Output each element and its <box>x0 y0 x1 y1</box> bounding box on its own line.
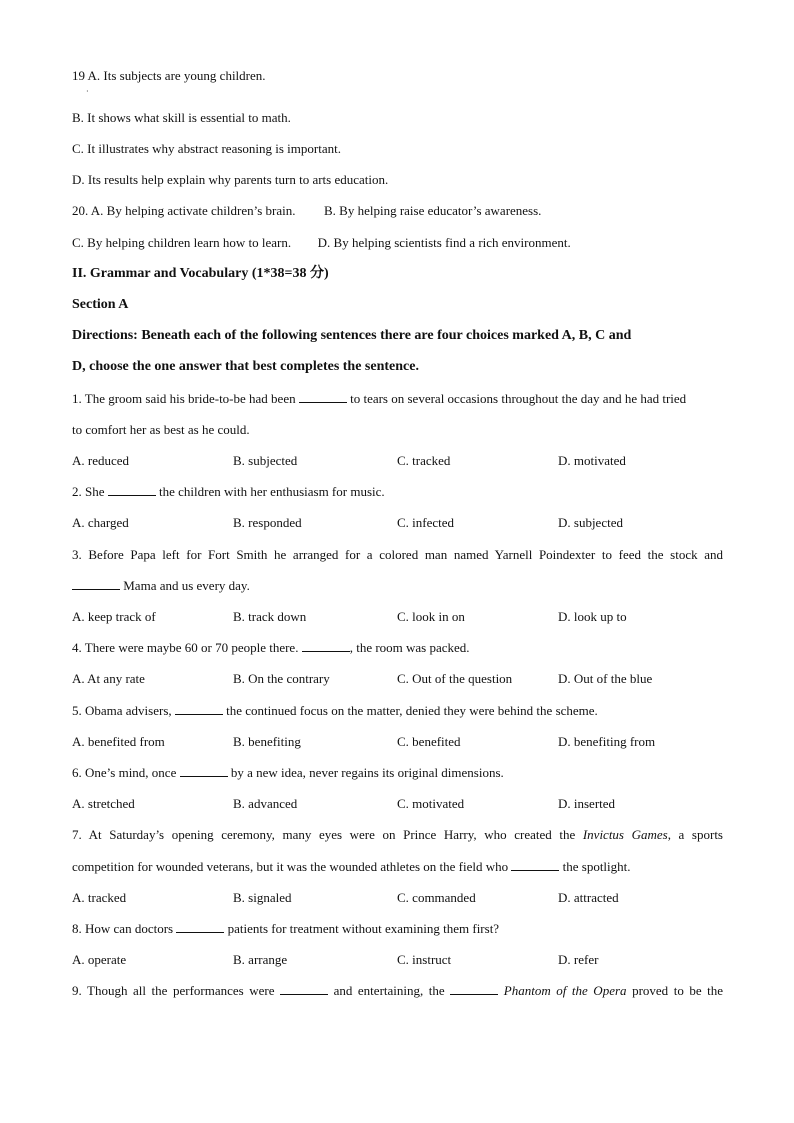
q4-stem <box>72 640 470 656</box>
q8-text-before: 8. How can doctors <box>72 921 174 936</box>
answer-blank <box>175 703 223 715</box>
q20-line-2 <box>72 235 571 251</box>
q8-option-c: C. instruct <box>397 952 452 967</box>
q6-stem <box>72 765 504 781</box>
q4-option-c: C. Out of the question <box>397 671 513 686</box>
q1-option-a: A. reduced <box>72 453 130 468</box>
q7-text-before: 7. At Saturday’s opening ceremony, many eyes were on Prince Harry, who created the <box>72 827 576 842</box>
q20-line-1 <box>72 203 541 219</box>
answer-blank <box>302 640 350 652</box>
q8-text-after: patients for treatment without examining them first? <box>227 921 500 936</box>
q6-option-c: C. motivated <box>397 796 465 811</box>
q19-option-c: C. It illustrates why abstract reasoning is important. <box>72 141 341 156</box>
q7-text-line-1 <box>72 827 723 843</box>
q2-option-d: D. subjected <box>558 515 623 530</box>
q3-option-b: B. track down <box>233 609 307 624</box>
answer-blank <box>176 921 224 933</box>
q5-option-c: C. benefited <box>397 734 461 749</box>
q7-text-after: the spotlight. <box>562 859 631 874</box>
q5-option-d: D. benefiting from <box>558 734 656 749</box>
answer-blank <box>72 578 120 590</box>
directions-line-2: D, choose the one answer that best completes the sentence. <box>72 359 419 374</box>
q19-option-b: B. It shows what skill is essential to math. <box>72 110 291 125</box>
q20-option-b: B. By helping raise educator’s awareness. <box>323 203 542 218</box>
q4-text-after: , the room was packed. <box>349 640 470 655</box>
q1-stem-line-2: to comfort her as best as he could. <box>72 422 250 437</box>
answer-blank <box>280 983 328 995</box>
q3-option-d: D. look up to <box>558 609 627 624</box>
q1-text-after: to tears on several occasions throughout the day and he had tried <box>350 391 687 406</box>
q1-option-d: D. motivated <box>558 453 626 468</box>
q5-stem <box>72 703 598 719</box>
directions-line-1: Directions: Beneath each of the following sentences there are four choices marked A, B, C and <box>72 328 632 343</box>
q8-stem <box>72 921 499 937</box>
q2-option-b: B. responded <box>233 515 302 530</box>
stray-mark: · <box>86 87 89 96</box>
q5-option-b: B. benefiting <box>233 734 301 749</box>
q1-option-c: C. tracked <box>397 453 451 468</box>
q5-text-before: 5. Obama advisers, <box>72 703 172 718</box>
q19-option-a: 19 A. Its subjects are young children. <box>72 68 266 83</box>
q3-option-a: A. keep track of <box>72 609 156 624</box>
answer-blank <box>450 983 498 995</box>
q3-option-c: C. look in on <box>397 609 465 624</box>
q2-option-a: A. charged <box>72 515 129 530</box>
q2-text-after: the children with her enthusiasm for music. <box>159 484 385 499</box>
q9-text-line-1 <box>72 983 723 999</box>
q3-text-line-1: 3. Before Papa left for Fort Smith he arranged for a colored man named Yarnell Poindexter to feed the stock and <box>72 547 723 562</box>
q6-option-b: B. advanced <box>233 796 298 811</box>
q8-option-d: D. refer <box>558 952 599 967</box>
q4-option-a: A. At any rate <box>72 671 145 686</box>
section-title: II. Grammar and Vocabulary (1*38=38 分) <box>72 266 329 281</box>
q7-stem-line-2 <box>72 859 631 875</box>
q5-option-a: A. benefited from <box>72 734 165 749</box>
q19-option-d: D. Its results help explain why parents turn to arts education. <box>72 172 389 187</box>
q20-option-a: 20. A. By helping activate children’s brain. <box>72 203 296 218</box>
q4-text-before: 4. There were maybe 60 or 70 people there. <box>72 640 299 655</box>
q7-option-c: C. commanded <box>397 890 476 905</box>
q4-option-b: B. On the contrary <box>233 671 330 686</box>
q7-text-after-title: , a sports <box>667 827 723 842</box>
q2-text-before: 2. She <box>72 484 105 499</box>
q6-text-before: 6. One’s mind, once <box>72 765 177 780</box>
q1-text-before: 1. The groom said his bride-to-be had been <box>72 391 296 406</box>
q9-text-after: proved to be the <box>632 983 724 998</box>
answer-blank <box>299 391 347 403</box>
q5-text-after: the continued focus on the matter, denied they were behind the scheme. <box>226 703 598 718</box>
q6-option-a: A. stretched <box>72 796 135 811</box>
q8-option-a: A. operate <box>72 952 127 967</box>
q7-option-d: D. attracted <box>558 890 619 905</box>
answer-blank <box>180 765 228 777</box>
q6-option-d: D. inserted <box>558 796 616 811</box>
answer-blank <box>108 484 156 496</box>
q3-text-after: Mama and us every day. <box>123 578 250 593</box>
q3-stem-line-2 <box>72 578 250 594</box>
q7-text-line-2: competition for wounded veterans, but it was the wounded athletes on the field who <box>72 859 509 874</box>
q9-text-before: 9. Though all the performances were <box>72 983 275 998</box>
q20-option-d: D. By helping scientists find a rich environment. <box>317 235 571 250</box>
q3-stem <box>72 547 723 563</box>
q2-option-c: C. infected <box>397 515 455 530</box>
q7-stem <box>72 827 723 843</box>
section-a-heading: Section A <box>72 297 129 312</box>
q7-option-a: A. tracked <box>72 890 127 905</box>
q1-stem <box>72 391 686 407</box>
q7-option-b: B. signaled <box>233 890 292 905</box>
q9-title-italic: Phantom of the Opera <box>503 983 627 998</box>
q4-option-d: D. Out of the blue <box>558 671 653 686</box>
q20-option-c: C. By helping children learn how to learn. <box>72 235 292 250</box>
answer-blank <box>511 859 559 871</box>
q6-text-after: by a new idea, never regains its original dimensions. <box>230 765 504 780</box>
q1-option-b: B. subjected <box>233 453 298 468</box>
q2-stem <box>72 484 385 500</box>
q9-text-middle: and entertaining, the <box>333 983 445 998</box>
q8-option-b: B. arrange <box>233 952 288 967</box>
q7-title-italic: Invictus Games <box>582 827 668 842</box>
q9-stem <box>72 983 723 999</box>
